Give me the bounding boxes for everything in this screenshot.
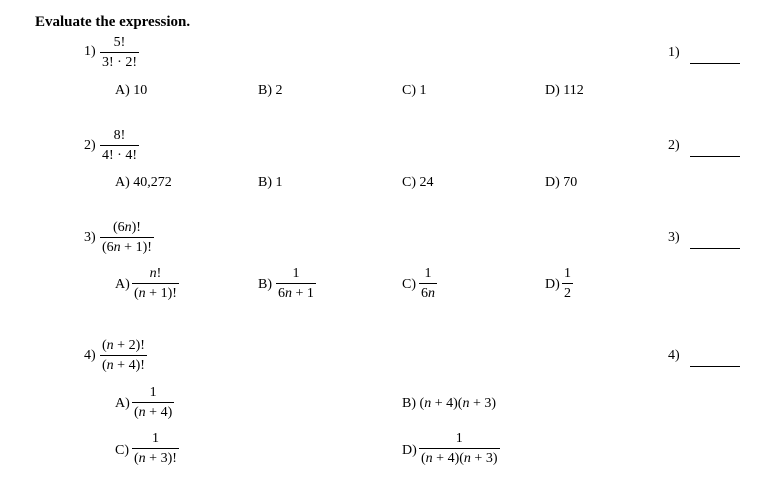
question-3-choice-b-denominator: 6n + 1	[278, 286, 314, 301]
question-4-choice-a-numerator: 1	[132, 385, 174, 403]
question-2-numerator: 8!	[100, 128, 139, 146]
question-4-denominator: (n + 4)!	[102, 358, 145, 373]
question-4-choice-a-denominator: (n + 4)	[134, 405, 173, 420]
question-3-choice-c-label: C)	[402, 277, 416, 292]
question-3-choice-d-numerator: 1	[562, 266, 573, 284]
question-4-expression	[100, 338, 147, 374]
answer-3-blank[interactable]	[690, 248, 740, 249]
question-2-choice-d: D) 70	[545, 175, 578, 190]
question-3-choice-c-fraction	[419, 266, 437, 302]
question-3-denominator: (6n + 1)!	[102, 240, 152, 255]
question-3-choice-d-label: D)	[545, 277, 560, 292]
question-4-choice-d-numerator: 1	[419, 431, 500, 449]
answer-1-blank[interactable]	[690, 63, 740, 64]
question-2-choice-c: C) 24	[402, 175, 434, 190]
question-4-choice-c-denominator: (n + 3)!	[134, 451, 177, 466]
question-1-numerator: 5!	[100, 35, 139, 53]
question-2-choice-b: B) 1	[258, 175, 283, 190]
answer-1-label: 1)	[668, 45, 680, 60]
question-3-numerator: (6n)!	[100, 220, 154, 238]
question-3-choice-b-numerator: 1	[276, 266, 316, 284]
question-1-expression	[100, 35, 139, 71]
question-4-choice-b: B) (n + 4)(n + 3)	[402, 396, 497, 411]
question-2-expression	[100, 128, 139, 164]
question-4-choice-d-denominator: (n + 4)(n + 3)	[421, 451, 498, 466]
question-3-choice-b-fraction	[276, 266, 316, 302]
question-4-choice-c-numerator: 1	[132, 431, 179, 449]
question-1-number: 1)	[84, 44, 96, 59]
question-3-choice-a-label: A)	[115, 277, 130, 292]
answer-3-label: 3)	[668, 230, 680, 245]
answer-4-label: 4)	[668, 348, 680, 363]
question-2-number: 2)	[84, 138, 96, 153]
question-1-choice-c: C) 1	[402, 83, 427, 98]
question-2-denominator: 4! · 4!	[102, 148, 137, 163]
question-3-number: 3)	[84, 230, 96, 245]
question-3-choice-a-fraction	[132, 266, 179, 302]
answer-2-blank[interactable]	[690, 156, 740, 157]
question-3-choice-c-numerator: 1	[419, 266, 437, 284]
question-3-choice-b-label: B)	[258, 277, 272, 292]
question-4-number: 4)	[84, 348, 96, 363]
question-4-choice-d-label: D)	[402, 443, 417, 458]
question-4-choice-a-fraction	[132, 385, 174, 421]
answer-2-label: 2)	[668, 138, 680, 153]
question-3-choice-a-numerator: n!	[132, 266, 179, 284]
question-3-expression	[100, 220, 154, 256]
question-1-denominator: 3! · 2!	[102, 55, 137, 70]
question-4-choice-c-fraction	[132, 431, 179, 467]
question-1-choice-d: D) 112	[545, 83, 584, 98]
question-4-choice-c-label: C)	[115, 443, 129, 458]
question-3-choice-a-denominator: (n + 1)!	[134, 286, 177, 301]
question-1-choice-b: B) 2	[258, 83, 283, 98]
question-3-choice-d-denominator: 2	[564, 286, 571, 301]
question-3-choice-c-denominator: 6n	[421, 286, 435, 301]
question-2-choice-a: A) 40,272	[115, 175, 172, 190]
question-3-choice-d-fraction	[562, 266, 573, 302]
instructions-heading: Evaluate the expression.	[35, 14, 191, 30]
question-1-choice-a: A) 10	[115, 83, 148, 98]
question-4-choice-a-label: A)	[115, 396, 130, 411]
question-4-numerator: (n + 2)!	[100, 338, 147, 356]
question-4-choice-d-fraction	[419, 431, 500, 467]
answer-4-blank[interactable]	[690, 366, 740, 367]
